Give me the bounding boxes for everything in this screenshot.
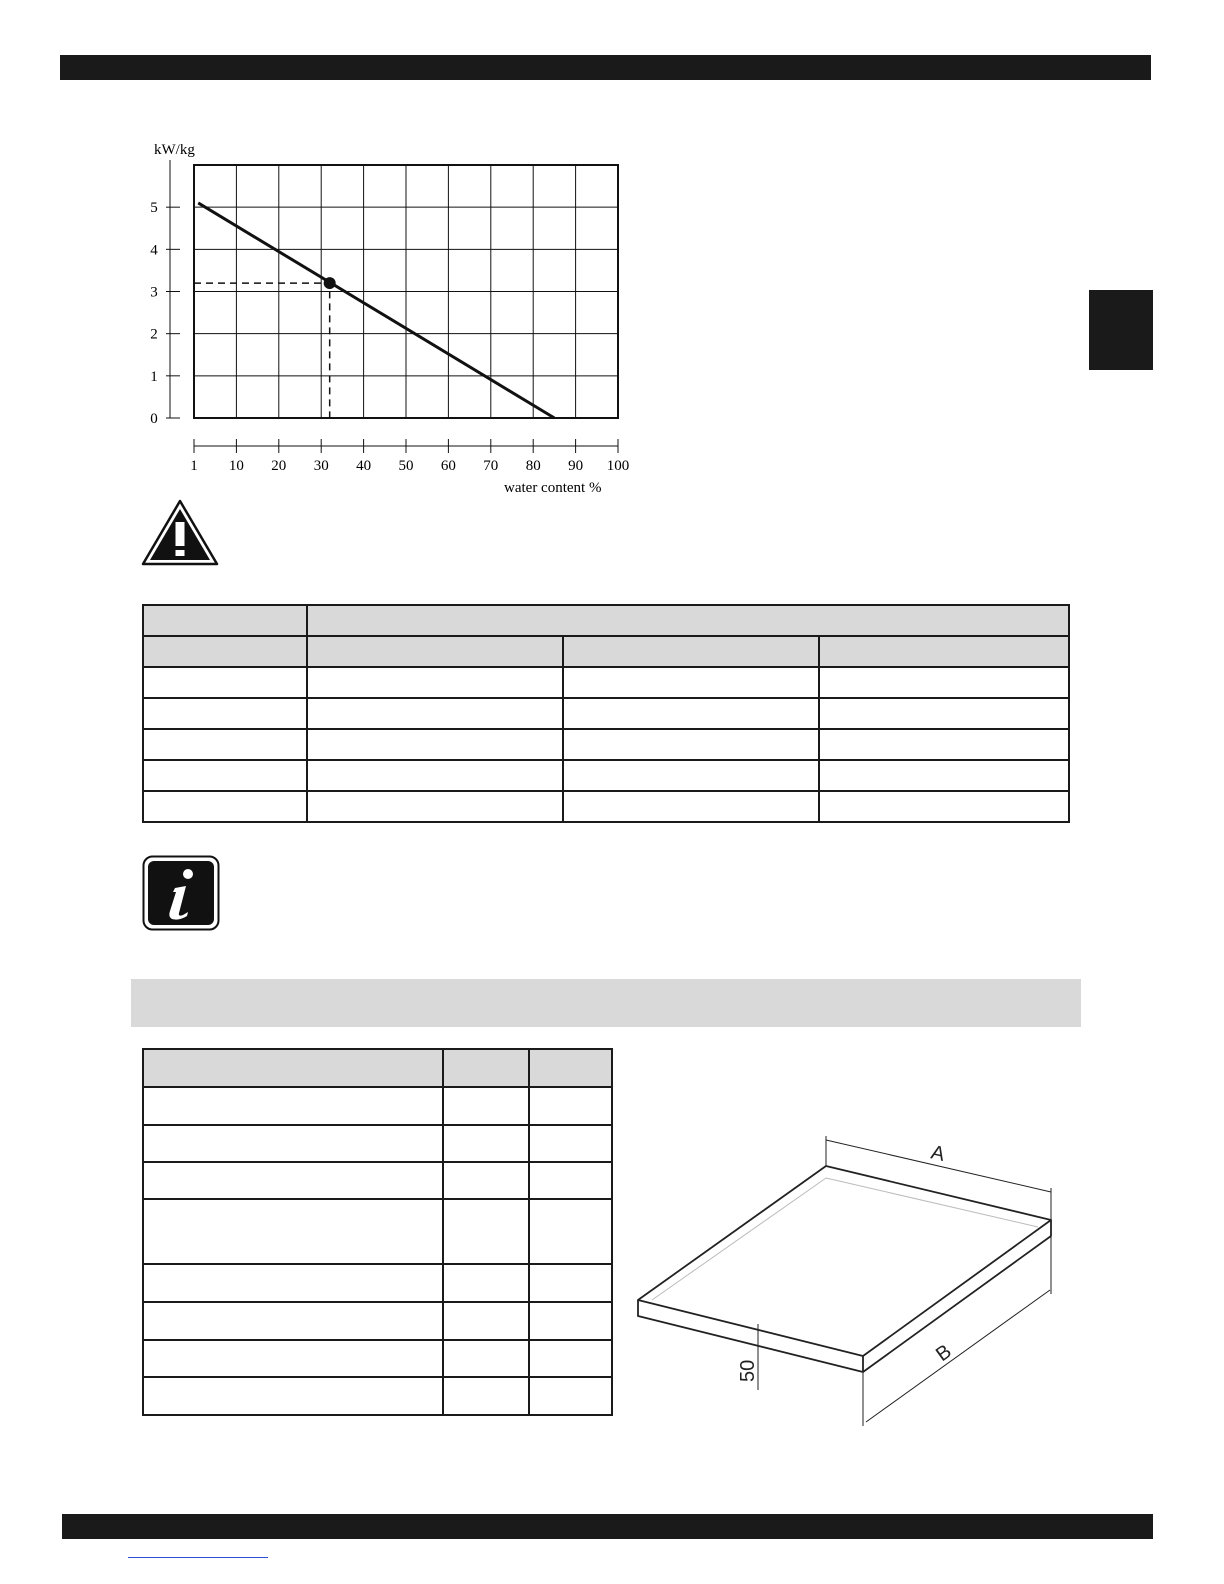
- x-tick-label: 40: [356, 458, 372, 474]
- guide-dashed-line: [194, 283, 330, 418]
- section-header-band: [131, 979, 1081, 1027]
- table-2: [142, 1048, 613, 1416]
- y-tick-label: 3: [150, 284, 158, 301]
- table-row: [143, 1377, 612, 1415]
- table-header-row: [143, 636, 1069, 667]
- y-tick-label: 2: [150, 326, 158, 343]
- x-tick-label: 100: [606, 458, 630, 474]
- water-content-chart: [130, 130, 640, 500]
- plate-dimension-diagram: [630, 1130, 1060, 1430]
- table-row: [143, 1125, 612, 1162]
- series-line: [198, 203, 554, 418]
- table-header-row: [143, 1049, 612, 1087]
- x-tick-label: 70: [483, 458, 499, 474]
- section-tab: [1089, 290, 1153, 370]
- dimension-label-b: B: [932, 1340, 956, 1367]
- table-row: [143, 698, 1069, 729]
- x-tick-label: 10: [228, 458, 244, 474]
- table-1: [142, 604, 1070, 823]
- y-tick-label: 4: [150, 242, 158, 259]
- x-tick-label: 30: [313, 458, 329, 474]
- info-icon: [142, 855, 220, 931]
- x-tick-label: 20: [271, 458, 287, 474]
- table-row: [143, 1087, 612, 1125]
- chart-grid: [194, 165, 618, 418]
- table-row: [143, 1340, 612, 1377]
- y-tick-label: 1: [150, 368, 158, 385]
- table-row: [143, 1199, 612, 1264]
- y-axis: [150, 160, 180, 427]
- table-row: [143, 1302, 612, 1340]
- table-row: [143, 667, 1069, 698]
- footer-link-underline: [128, 1557, 268, 1558]
- y-axis-label: kW/kg: [154, 142, 195, 158]
- table-row: [143, 791, 1069, 822]
- x-tick-label: 90: [568, 458, 584, 474]
- header-bar: [60, 55, 1151, 80]
- x-axis: [190, 439, 629, 474]
- table-row: [143, 729, 1069, 760]
- y-tick-label: 0: [150, 411, 158, 427]
- warning-icon: [140, 498, 220, 568]
- x-tick-label: 50: [398, 458, 414, 474]
- table-row: [143, 1162, 612, 1199]
- table-row: [143, 1264, 612, 1302]
- x-tick-label: 1: [190, 458, 198, 474]
- x-tick-label: 60: [440, 458, 456, 474]
- table-header-row: [143, 605, 1069, 636]
- x-tick-label: 80: [525, 458, 541, 474]
- dimension-label-height: 50: [737, 1359, 759, 1382]
- dimension-label-a: A: [928, 1141, 947, 1166]
- x-axis-label: water content %: [504, 480, 602, 496]
- y-tick-label: 5: [150, 200, 158, 217]
- highlight-point: [324, 277, 336, 289]
- footer-bar: [62, 1514, 1153, 1539]
- table-row: [143, 760, 1069, 791]
